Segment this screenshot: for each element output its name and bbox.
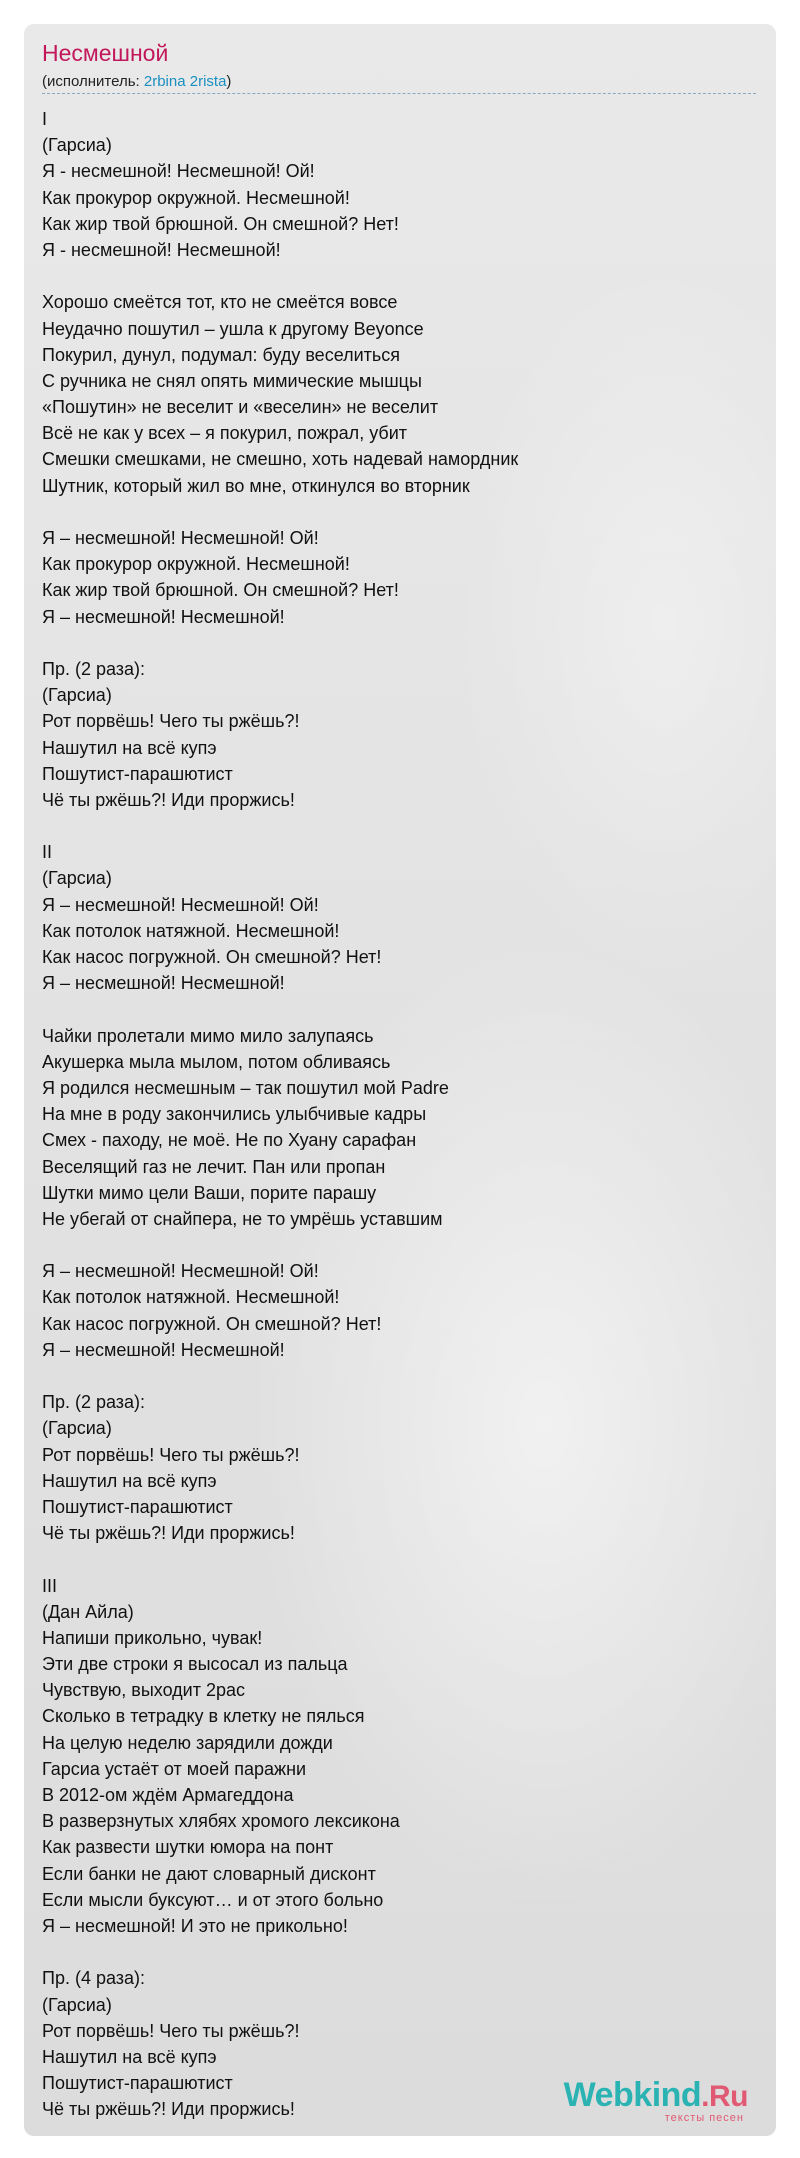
lyric-line: III xyxy=(42,1575,58,1596)
logo-wordmark xyxy=(564,2078,748,2112)
lyric-line: Нашутил на всё купэ xyxy=(42,737,217,758)
lyric-line: (Дан Айла) xyxy=(42,1601,134,1622)
lyric-line: Я – несмешной! Несмешной! xyxy=(42,606,285,627)
lyric-line: Если банки не дают словарный дисконт xyxy=(42,1863,376,1884)
lyric-line: Я - несмешной! Несмешной! xyxy=(42,239,281,260)
lyric-line: Не убегай от снайпера, не то умрёшь уставшим xyxy=(42,1208,443,1229)
lyric-line: Как прокурор окружной. Несмешной! xyxy=(42,187,350,208)
lyric-line: В 2012-ом ждём Армагеддона xyxy=(42,1785,294,1805)
lyric-line: Я - несмешной! Несмешной! Ой! xyxy=(42,161,315,182)
lyric-line: Гарсиа устаёт от моей паражни xyxy=(42,1758,307,1779)
blank-line xyxy=(42,1939,762,1965)
lyric-line: Как потолок натяжной. Несмешной! xyxy=(42,1287,340,1308)
lyric-line: Пр. (4 раза): xyxy=(42,1968,146,1989)
lyric-line: Нашутил на всё купэ xyxy=(42,2046,217,2067)
lyric-line: Я – несмешной! Несмешной! Ой! xyxy=(42,1261,319,1282)
lyric-line: Как прокурор окружной. Несмешной! xyxy=(42,554,350,575)
webkind-logo[interactable] xyxy=(564,2078,748,2124)
lyric-line: Чё ты ржёшь?! Иди проржись! xyxy=(42,1523,295,1544)
lyric-line: Если мысли буксуют… и от этого больно xyxy=(42,1889,384,1910)
lyric-line: Как жир твой брюшной. Он смешной? Нет! xyxy=(42,580,399,601)
lyric-line: В разверзнутых хлябях хромого лексикона xyxy=(42,1811,400,1832)
lyric-line: Сколько в тетрадку в клетку не пялься xyxy=(42,1706,365,1727)
blank-line xyxy=(42,1232,762,1258)
artist-suffix: ) xyxy=(226,73,232,90)
lyric-line: (Гарсиа) xyxy=(42,868,112,889)
lyric-line: Пр. (2 раза): xyxy=(42,1392,146,1413)
lyric-line: Я – несмешной! Несмешной! Ой! xyxy=(42,894,319,915)
lyric-line: Смешки смешками, не смешно, хоть надевай намордник xyxy=(42,449,519,470)
blank-line xyxy=(42,813,762,839)
blank-line xyxy=(42,996,762,1022)
song-title: Несмешной xyxy=(42,40,169,66)
lyric-line: Чувствую, выходит 2рас xyxy=(42,1680,246,1701)
lyric-line: Акушерка мыла мылом, потом обливаясь xyxy=(42,1051,391,1072)
lyric-line: Напиши прикольно, чувак! xyxy=(42,1627,263,1648)
lyric-line: Шутник, который жил во мне, откинулся во вторник xyxy=(42,475,470,496)
logo-tagline: тексты песен xyxy=(664,2112,744,2124)
lyric-line: Пошутист-парашютист xyxy=(42,763,233,784)
lyric-line: (Гарсиа) xyxy=(42,1994,112,2015)
lyric-line: Шутки мимо цели Ваши, порите парашу xyxy=(42,1182,377,1203)
lyric-line: (Гарсиа) xyxy=(42,135,112,156)
lyric-line: Всё не как у всех – я покурил, пожрал, убит xyxy=(42,423,408,444)
lyric-line: Как потолок натяжной. Несмешной! xyxy=(42,920,340,941)
lyric-line: Чё ты ржёшь?! Иди проржись! xyxy=(42,2099,295,2120)
lyrics-card xyxy=(24,24,776,2136)
blank-line xyxy=(42,1363,762,1389)
lyric-line: I xyxy=(42,109,48,129)
lyric-line: Нашутил на всё купэ xyxy=(42,1470,217,1491)
lyric-line: Я – несмешной! И это не прикольно! xyxy=(42,1915,348,1936)
lyric-line: Как насос погружной. Он смешной? Нет! xyxy=(42,1313,382,1334)
blank-line xyxy=(42,499,762,525)
lyric-line: II xyxy=(42,842,53,863)
lyric-line: Хорошо смеётся тот, кто не смеётся вовсе xyxy=(42,292,398,313)
lyric-line: Эти две строки я высосал из пальца xyxy=(42,1654,348,1675)
title-divider xyxy=(42,93,756,94)
lyric-line: Как насос погружной. Он смешной? Нет! xyxy=(42,947,382,967)
logo-domain: .Ru xyxy=(701,2080,748,2113)
lyric-line: С ручника не снял опять мимические мышцы xyxy=(42,370,422,391)
lyric-line: Рот порвёшь! Чего ты ржёшь?! xyxy=(42,2020,300,2041)
lyric-line: (Гарсиа) xyxy=(42,685,112,706)
lyric-line: Веселящий газ не лечит. Пан или пропан xyxy=(42,1156,386,1177)
lyric-line: «Пошутин» не веселит и «веселин» не веселит xyxy=(42,397,439,418)
lyric-line: На целую неделю зарядили дожди xyxy=(42,1732,333,1753)
logo-main-text: Webkind xyxy=(563,2076,702,2114)
lyric-line: Я родился несмешным – так пошутил мой Padre xyxy=(42,1077,449,1098)
blank-line xyxy=(42,630,762,656)
lyric-line: Покурил, дунул, подумал: буду веселиться xyxy=(42,344,401,365)
blank-line xyxy=(42,1546,762,1572)
lyric-line: Пошутист-парашютист xyxy=(42,1496,233,1517)
artist-prefix: (исполнитель: xyxy=(42,73,144,90)
lyric-line: Я – несмешной! Несмешной! xyxy=(42,973,285,994)
artist-line xyxy=(42,74,231,89)
blank-line xyxy=(42,263,762,289)
artist-link[interactable]: 2rbina 2rista xyxy=(143,73,227,90)
lyric-line: Чайки пролетали мимо мило залупаясь xyxy=(42,1025,374,1046)
lyric-line: Как жир твой брюшной. Он смешной? Нет! xyxy=(42,213,399,234)
lyric-line: Я – несмешной! Несмешной! Ой! xyxy=(42,528,319,548)
lyric-line: Пр. (2 раза): xyxy=(42,658,146,679)
lyric-line: (Гарсиа) xyxy=(42,1418,112,1439)
lyric-line: Рот порвёшь! Чего ты ржёшь?! xyxy=(42,711,300,732)
lyric-line: На мне в роду закончились улыбчивые кадры xyxy=(42,1104,427,1125)
lyric-line: Пошутист-парашютист xyxy=(42,2073,233,2094)
lyrics-body xyxy=(42,106,762,2122)
lyric-line: Неудачно пошутил – ушла к другому Beyonce xyxy=(42,318,424,339)
lyric-line: Чё ты ржёшь?! Иди проржись! xyxy=(42,789,295,810)
lyric-line: Как развести шутки юмора на понт xyxy=(42,1837,334,1858)
lyric-line: Рот порвёшь! Чего ты ржёшь?! xyxy=(42,1444,300,1465)
lyric-line: Смех - паходу, не моё. Не по Хуану сарафан xyxy=(42,1130,417,1151)
lyric-line: Я – несмешной! Несмешной! xyxy=(42,1339,285,1360)
